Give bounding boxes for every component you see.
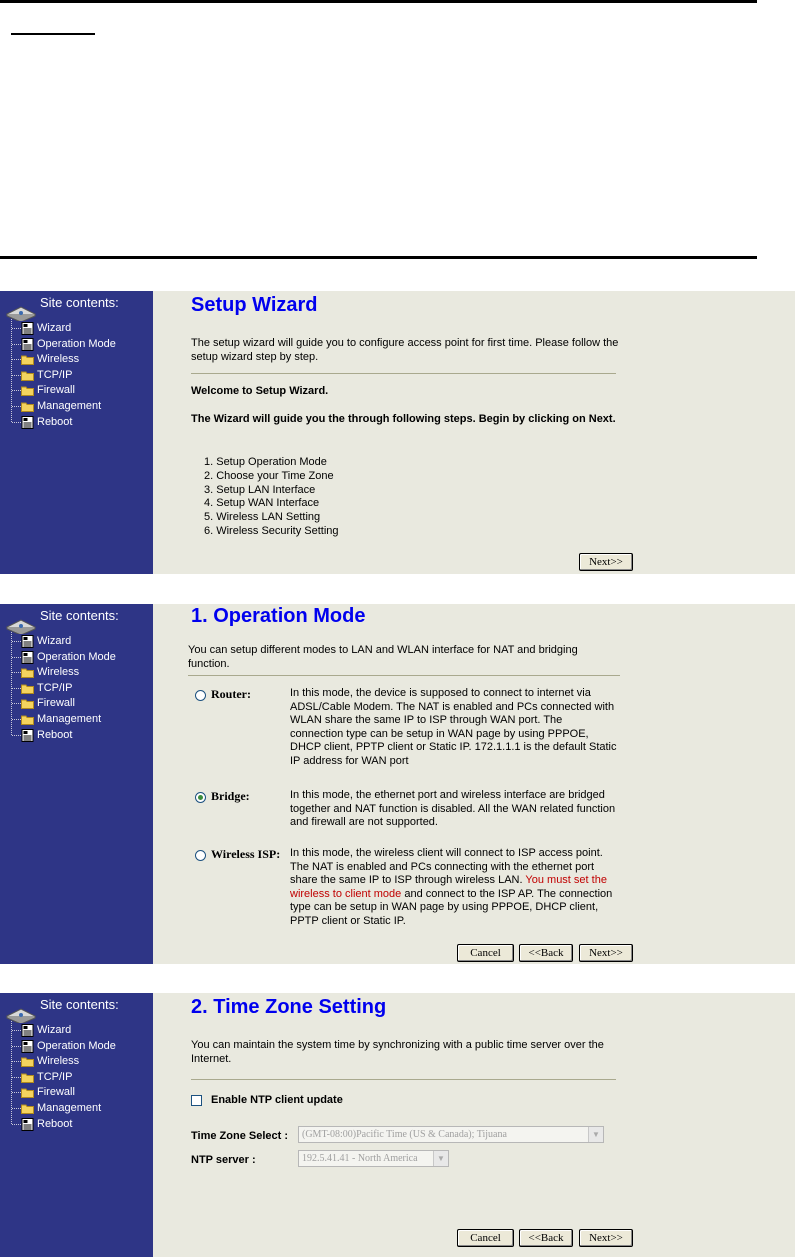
sidebar-item-firewall[interactable]	[10, 383, 116, 399]
sidebar-item-wireless[interactable]	[10, 665, 116, 681]
sidebar-item-wizard[interactable]	[10, 1023, 116, 1039]
sidebar-item-label: Reboot	[37, 1117, 73, 1130]
wireless-isp-radio[interactable]	[195, 850, 206, 861]
sidebar-item-firewall[interactable]	[10, 1085, 116, 1101]
sidebar-item-management[interactable]	[10, 1101, 116, 1117]
bridge-radio[interactable]	[195, 792, 206, 803]
list-item: 4. Setup WAN Interface	[204, 497, 320, 510]
heading-underline	[11, 33, 95, 35]
folder-icon	[21, 713, 34, 726]
time-zone-screenshot	[0, 993, 795, 1257]
page-title: Setup Wizard	[191, 294, 318, 316]
sidebar-item-label: Management	[37, 1101, 102, 1114]
wireless-isp-label: Wireless ISP:	[211, 847, 281, 861]
sidebar-item-operation-mode[interactable]	[10, 1039, 116, 1055]
chevron-down-icon: ▼	[588, 1127, 603, 1142]
tree-connector-line	[11, 319, 12, 422]
time-zone-value: (GMT-08:00)Pacific Time (US & Canada); Tijuana	[302, 1129, 507, 1140]
sidebar-item-label: Reboot	[37, 728, 73, 741]
sidebar-item-label: TCP/IP	[37, 1070, 73, 1083]
sidebar-title: Site contents:	[40, 997, 119, 1012]
list-item: 5. Wireless LAN Setting	[204, 511, 321, 524]
opmode-intro: You can setup different modes to LAN and WLAN interface for NAT and bridging function.	[188, 644, 578, 670]
time-zone-label: Time Zone Select :	[191, 1130, 288, 1142]
next-button[interactable]: Next>>	[579, 553, 633, 571]
sidebar-item-reboot[interactable]	[10, 728, 116, 744]
time-zone-select[interactable]	[298, 1126, 604, 1143]
bridge-description: In this mode, the ethernet port and wireless interface are bridged together and NAT function is disabled. All the WAN related function and firewall are not supported.	[290, 789, 616, 828]
sidebar-item-label: Firewall	[37, 697, 75, 710]
folder-icon	[21, 1071, 34, 1084]
divider	[191, 373, 616, 374]
page-icon	[21, 322, 34, 335]
sidebar-item-label: TCP/IP	[37, 368, 73, 381]
sidebar-item-tcpip[interactable]	[10, 1070, 116, 1086]
sidebar-item-label: Operation Mode	[37, 650, 116, 663]
list-item: 3. Setup LAN Interface	[204, 483, 316, 496]
sidebar-item-management[interactable]	[10, 399, 116, 415]
operation-mode-screenshot	[0, 604, 795, 964]
page-icon	[21, 338, 34, 351]
tree-connector-line	[11, 632, 12, 735]
list-item: 6. Wireless Security Setting	[204, 524, 339, 537]
sidebar-item-label: TCP/IP	[37, 681, 73, 694]
section-rule	[0, 256, 757, 259]
router-radio[interactable]	[195, 690, 206, 701]
top-rule	[0, 0, 757, 3]
folder-icon	[21, 1055, 34, 1068]
wizard-steps-list	[204, 456, 339, 539]
sidebar-item-wizard[interactable]	[10, 321, 116, 337]
router-description: In this mode, the device is supposed to connect to internet via ADSL/Cable Modem. The NAT is enabled and PCs connected with WLAN share the same IP to ISP through WAN port. The connection type can be setup in WAN page by using PPPOE, DHCP client, PPTP client or Static IP. 172.1.1.1 is the default Static IP address for WAN port	[290, 687, 617, 767]
next-button[interactable]: Next>>	[579, 1229, 633, 1247]
wisp-desc-part: In this mode, the wireless client will connect to ISP access point. The NAT is enabled and PCs connecting with the ethernet port share the same IP to ISP through wireless LAN.	[290, 847, 603, 886]
sidebar-tree	[10, 321, 116, 430]
sidebar	[0, 604, 153, 964]
enable-ntp-checkbox[interactable]	[191, 1095, 202, 1106]
sidebar-title: Site contents:	[40, 608, 119, 623]
list-item: 2. Choose your Time Zone	[204, 469, 334, 482]
opmode-content	[153, 604, 795, 964]
sidebar-item-label: Operation Mode	[37, 337, 116, 350]
page-icon	[21, 416, 34, 429]
sidebar-item-tcpip[interactable]	[10, 368, 116, 384]
timezone-content	[153, 993, 795, 1257]
sidebar-item-label: Operation Mode	[37, 1039, 116, 1052]
chevron-down-icon: ▼	[433, 1151, 448, 1166]
ntp-server-label: NTP server :	[191, 1154, 256, 1166]
sidebar-title: Site contents:	[40, 295, 119, 310]
page-icon	[21, 1040, 34, 1053]
sidebar-item-wizard[interactable]	[10, 634, 116, 650]
enable-ntp-label: Enable NTP client update	[211, 1094, 343, 1106]
folder-icon	[21, 1086, 34, 1099]
folder-icon	[21, 353, 34, 366]
sidebar-item-operation-mode[interactable]	[10, 650, 116, 666]
wizard-guide: The Wizard will guide you the through following steps. Begin by clicking on Next.	[191, 413, 616, 425]
setup-wizard-screenshot	[0, 291, 795, 574]
cancel-button[interactable]: Cancel	[457, 1229, 514, 1247]
sidebar-item-operation-mode[interactable]	[10, 337, 116, 353]
sidebar-item-label: Wireless	[37, 353, 80, 366]
folder-icon	[21, 697, 34, 710]
sidebar-item-firewall[interactable]	[10, 696, 116, 712]
folder-icon	[21, 384, 34, 397]
wizard-intro: The setup wizard will guide you to configure access point for first time. Please follow the setup wizard step by step.	[191, 337, 619, 363]
back-button[interactable]: <<Back	[519, 944, 573, 962]
sidebar-item-wireless[interactable]	[10, 352, 116, 368]
wizard-content	[153, 291, 795, 574]
bridge-label: Bridge:	[211, 789, 250, 803]
page-icon	[21, 1024, 34, 1037]
sidebar-item-label: Wizard	[37, 1024, 72, 1036]
ntp-server-select[interactable]	[298, 1150, 449, 1167]
sidebar	[0, 291, 153, 574]
sidebar-item-label: Wizard	[37, 635, 72, 647]
welcome-heading: Welcome to Setup Wizard.	[191, 385, 329, 397]
sidebar-item-label: Reboot	[37, 415, 73, 428]
page-icon	[21, 1118, 34, 1131]
folder-icon	[21, 666, 34, 679]
sidebar-item-tcpip[interactable]	[10, 681, 116, 697]
sidebar-item-wireless[interactable]	[10, 1054, 116, 1070]
list-item: 1. Setup Operation Mode	[204, 456, 327, 468]
ntp-server-value: 192.5.41.41 - North America	[302, 1153, 418, 1164]
wisp-desc-warning: You must set the wireless to client mode	[290, 874, 607, 900]
folder-icon	[21, 682, 34, 695]
page-icon	[21, 635, 34, 648]
page-title: 2. Time Zone Setting	[191, 996, 387, 1018]
sidebar-item-label: Wireless	[37, 666, 80, 679]
sidebar-item-reboot[interactable]	[10, 1117, 116, 1133]
folder-icon	[21, 400, 34, 413]
page-icon	[21, 651, 34, 664]
folder-icon	[21, 1102, 34, 1115]
cancel-button[interactable]: Cancel	[457, 944, 514, 962]
sidebar-tree	[10, 634, 116, 743]
divider	[188, 675, 620, 676]
wireless-isp-description	[290, 847, 618, 928]
wisp-desc-part: and connect to the ISP AP. The connection type can be setup in WAN page by using PPPOE, DHCP client, PPTP client or Static IP.	[290, 887, 613, 927]
sidebar-item-label: Firewall	[37, 384, 75, 397]
page-title: 1. Operation Mode	[191, 605, 366, 627]
tree-connector-line	[11, 1021, 12, 1124]
sidebar-item-label: Wireless	[37, 1055, 80, 1068]
timezone-intro: You can maintain the system time by synchronizing with a public time server over the Internet.	[191, 1039, 604, 1065]
sidebar-item-label: Wizard	[37, 322, 72, 334]
folder-icon	[21, 369, 34, 382]
page-icon	[21, 729, 34, 742]
next-button[interactable]: Next>>	[579, 944, 633, 962]
sidebar	[0, 993, 153, 1257]
back-button[interactable]: <<Back	[519, 1229, 573, 1247]
sidebar-item-reboot[interactable]	[10, 415, 116, 431]
sidebar-item-management[interactable]	[10, 712, 116, 728]
sidebar-item-label: Firewall	[37, 1086, 75, 1099]
router-label: Router:	[211, 687, 251, 701]
sidebar-tree	[10, 1023, 116, 1132]
divider	[191, 1079, 616, 1080]
sidebar-item-label: Management	[37, 712, 102, 725]
sidebar-item-label: Management	[37, 399, 102, 412]
